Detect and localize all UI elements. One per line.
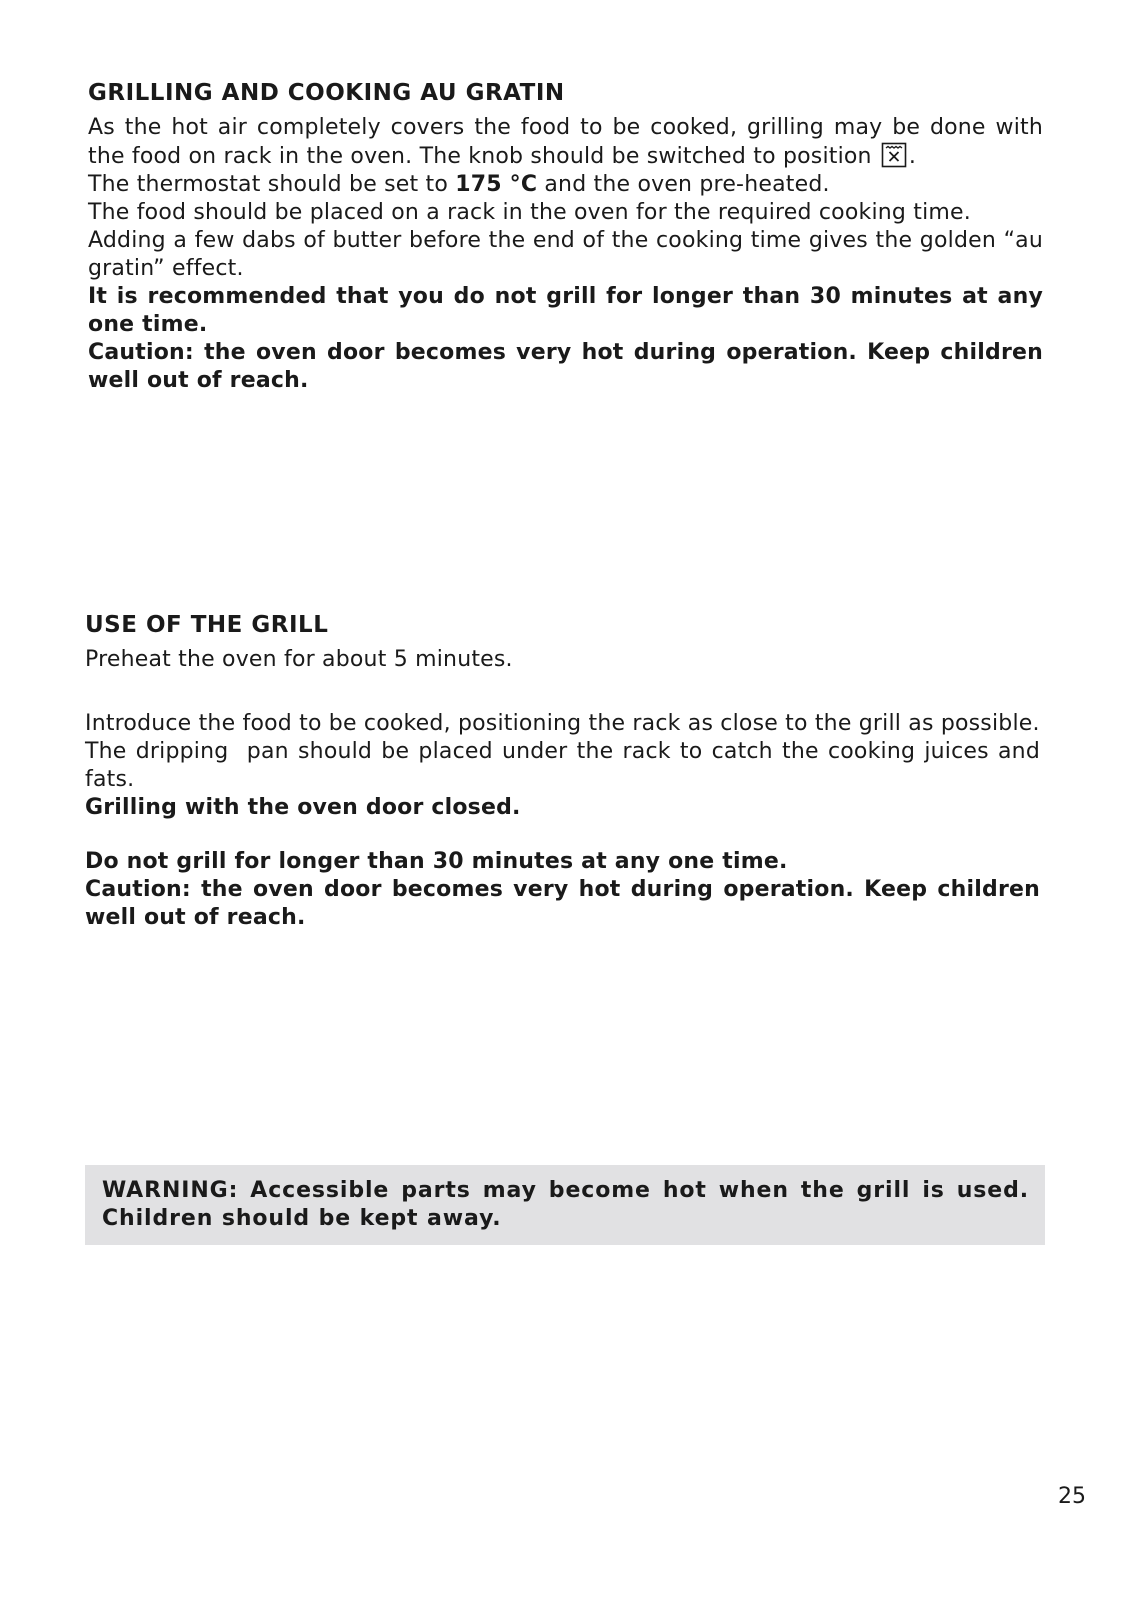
door-closed-note: Grilling with the oven door closed. <box>85 795 521 820</box>
paragraph <box>88 114 1043 171</box>
caution-note: Caution: the oven door becomes very hot during operation. Keep children well out of reach. <box>88 340 1043 393</box>
section-heading: USE OF THE GRILL <box>85 612 329 638</box>
paragraph <box>88 171 1043 199</box>
paragraph-text: and the oven pre-heated. <box>537 172 830 197</box>
warning-box <box>85 1165 1045 1245</box>
paragraph: Introduce the food to be cooked, positioning the rack as close to the grill as possible. <box>85 711 1040 736</box>
warning-text: WARNING: Accessible parts may become hot when the grill is used. Children should be kept away. <box>102 1178 1029 1231</box>
paragraph-text: The thermostat should be set to <box>88 172 456 197</box>
caution-note: Caution: the oven door becomes very hot during operation. Keep children well out of reach. <box>85 877 1040 930</box>
section-heading: GRILLING AND COOKING AU GRATIN <box>88 80 565 106</box>
paragraph: The food should be placed on a rack in the oven for the required cooking time. <box>88 200 971 225</box>
section-use-of-grill <box>85 612 1048 932</box>
paragraph: The dripping pan should be placed under the rack to catch the cooking juices and fats. <box>85 739 1048 792</box>
section-grilling-au-gratin <box>88 80 1043 395</box>
spacer <box>85 674 1040 710</box>
recommendation-note: It is recommended that you do not grill for longer than 30 minutes at any one time. <box>88 284 1043 337</box>
page-number: 25 <box>1058 1484 1086 1509</box>
paragraph-text: As the hot air completely covers the food to be cooked, grilling may be done with the food on rack in the oven. The knob should be switched to position <box>88 115 1043 169</box>
paragraph-text: . <box>908 144 917 169</box>
grill-fan-icon <box>881 142 907 168</box>
paragraph: Preheat the oven for about 5 minutes. <box>85 647 513 672</box>
paragraph: Adding a few dabs of butter before the end of the cooking time gives the golden “au gratin” effect. <box>88 228 1043 281</box>
temperature-value: 175 °C <box>455 172 538 197</box>
spacer <box>85 822 1040 848</box>
time-limit-note: Do not grill for longer than 30 minutes at any one time. <box>85 849 788 874</box>
